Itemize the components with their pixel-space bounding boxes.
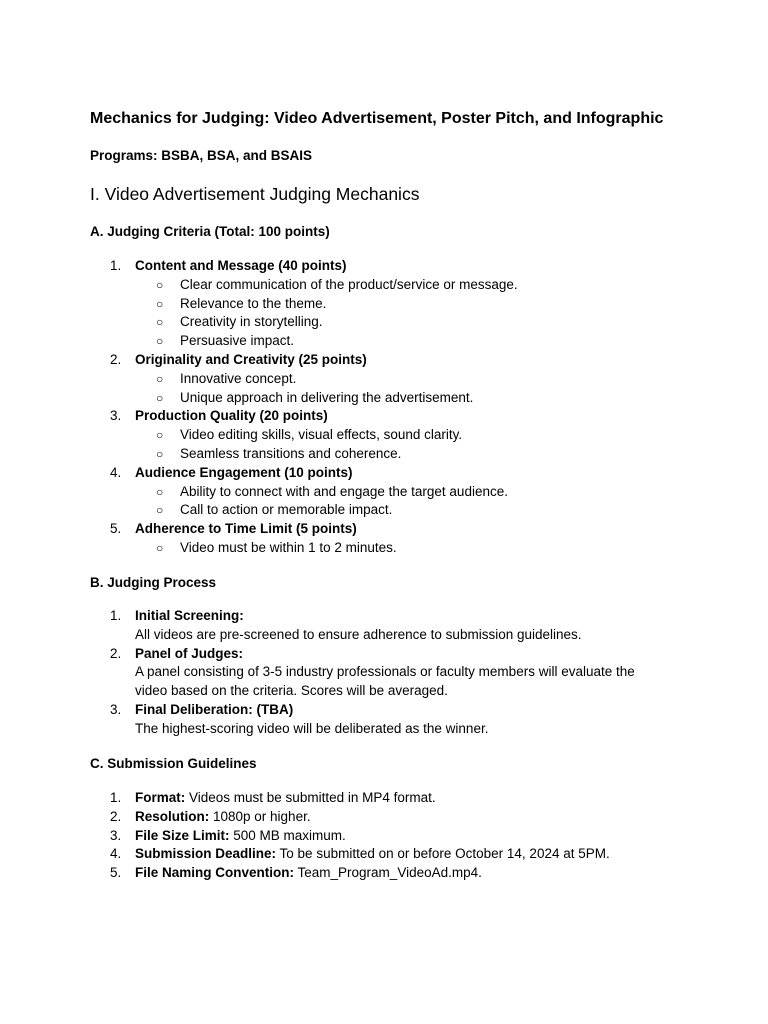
item-number: 3. xyxy=(110,701,122,717)
criteria-bullet-item xyxy=(135,313,518,332)
item-number: 2. xyxy=(110,645,122,661)
item-number: 2. xyxy=(110,351,122,367)
guideline-label: Resolution: xyxy=(135,808,210,824)
bullet-text: Relevance to the theme. xyxy=(180,295,327,311)
criteria-bullet-item xyxy=(135,539,518,558)
guideline-item xyxy=(90,808,610,827)
programs-line: Programs: BSBA, BSA, and BSAIS xyxy=(90,148,313,163)
item-number: 1. xyxy=(110,258,122,273)
process-description: All videos are pre-screened to ensure adherence to submission guidelines. xyxy=(135,626,582,642)
guidelines-heading: C. Submission Guidelines xyxy=(90,756,257,771)
criteria-bullet-item xyxy=(135,295,518,314)
guideline-text: 500 MB maximum. xyxy=(229,827,346,843)
criteria-bullets xyxy=(135,483,518,521)
criteria-title: Content and Message (40 points) xyxy=(135,258,347,273)
criteria-bullets xyxy=(135,370,518,408)
guideline-label: File Size Limit: xyxy=(135,827,230,843)
bullet-text: Unique approach in delivering the advertisement. xyxy=(180,389,474,405)
guideline-item xyxy=(90,827,610,846)
criteria-bullet-item xyxy=(135,276,518,295)
item-number: 2. xyxy=(110,808,122,824)
circle-bullet-icon: ○ xyxy=(156,315,164,330)
circle-bullet-icon: ○ xyxy=(156,296,164,311)
circle-bullet-icon: ○ xyxy=(156,390,164,405)
item-number: 4. xyxy=(110,464,122,480)
process-item xyxy=(90,607,635,645)
process-title: Final Deliberation: (TBA) xyxy=(135,701,294,717)
circle-bullet-icon: ○ xyxy=(156,484,164,499)
circle-bullet-icon: ○ xyxy=(156,334,164,349)
criteria-title: Production Quality (20 points) xyxy=(135,408,328,424)
item-number: 5. xyxy=(110,865,122,881)
criteria-item xyxy=(90,520,518,558)
guideline-label: File Naming Convention: xyxy=(135,865,295,881)
circle-bullet-icon: ○ xyxy=(156,540,164,555)
criteria-title: Audience Engagement (10 points) xyxy=(135,464,353,480)
process-title: Panel of Judges: xyxy=(135,645,244,661)
process-description: A panel consisting of 3-5 industry professionals or faculty members will evaluate the xyxy=(135,664,635,680)
circle-bullet-icon: ○ xyxy=(156,446,164,461)
process-item xyxy=(90,701,635,739)
criteria-title: Adherence to Time Limit (5 points) xyxy=(135,521,357,537)
section-title: I. Video Advertisement Judging Mechanics xyxy=(90,184,420,204)
criteria-list xyxy=(90,257,518,558)
criteria-bullets xyxy=(135,276,518,351)
guideline-item xyxy=(90,864,610,883)
bullet-text: Call to action or memorable impact. xyxy=(180,502,393,518)
process-item xyxy=(90,645,635,701)
guidelines-list xyxy=(90,789,610,883)
criteria-title: Originality and Creativity (25 points) xyxy=(135,351,367,367)
item-number: 4. xyxy=(110,846,122,862)
bullet-text: Creativity in storytelling. xyxy=(180,314,323,330)
bullet-text: Video editing skills, visual effects, sound clarity. xyxy=(180,427,463,443)
process-heading: B. Judging Process xyxy=(90,575,217,590)
circle-bullet-icon: ○ xyxy=(156,277,164,292)
criteria-item xyxy=(90,351,518,407)
criteria-bullet-item xyxy=(135,501,518,520)
item-number: 3. xyxy=(110,827,122,843)
criteria-bullet-item xyxy=(135,483,518,502)
guideline-label: Submission Deadline: xyxy=(135,846,277,862)
circle-bullet-icon: ○ xyxy=(156,503,164,518)
process-title: Initial Screening: xyxy=(135,608,244,623)
criteria-bullet-item xyxy=(135,370,518,389)
bullet-text: Persuasive impact. xyxy=(180,333,295,349)
guideline-text: Videos must be submitted in MP4 format. xyxy=(185,790,436,805)
guideline-text: Team_Program_VideoAd.mp4. xyxy=(294,865,482,881)
item-number: 5. xyxy=(110,521,122,537)
criteria-bullets xyxy=(135,539,518,558)
criteria-bullet-item xyxy=(135,426,518,445)
document-title: Mechanics for Judging: Video Advertisement, Poster Pitch, and Infographic xyxy=(90,110,664,127)
criteria-bullet-item xyxy=(135,332,518,351)
item-number: 3. xyxy=(110,408,122,424)
criteria-bullet-item xyxy=(135,445,518,464)
guideline-label: Format: xyxy=(135,790,186,805)
criteria-bullets xyxy=(135,426,518,464)
item-number: 1. xyxy=(110,608,122,623)
criteria-item xyxy=(90,464,518,520)
item-number: 1. xyxy=(110,790,122,805)
bullet-text: Ability to connect with and engage the target audience. xyxy=(180,483,508,499)
criteria-item xyxy=(90,257,518,351)
bullet-text: Video must be within 1 to 2 minutes. xyxy=(180,539,397,555)
guideline-text: To be submitted on or before October 14, 2024 at 5PM. xyxy=(276,846,610,862)
bullet-text: Innovative concept. xyxy=(180,370,297,386)
bullet-text: Seamless transitions and coherence. xyxy=(180,445,402,461)
circle-bullet-icon: ○ xyxy=(156,428,164,443)
criteria-item xyxy=(90,407,518,463)
process-description: The highest-scoring video will be deliberated as the winner. xyxy=(135,720,489,736)
guideline-item xyxy=(90,845,610,864)
circle-bullet-icon: ○ xyxy=(156,371,164,386)
guideline-text: 1080p or higher. xyxy=(209,808,311,824)
process-list xyxy=(90,607,635,739)
guideline-item xyxy=(90,789,610,808)
criteria-bullet-item xyxy=(135,389,518,408)
criteria-heading: A. Judging Criteria (Total: 100 points) xyxy=(90,224,330,239)
bullet-text: Clear communication of the product/service or message. xyxy=(180,276,518,292)
process-description: video based on the criteria. Scores will be averaged. xyxy=(135,683,448,699)
